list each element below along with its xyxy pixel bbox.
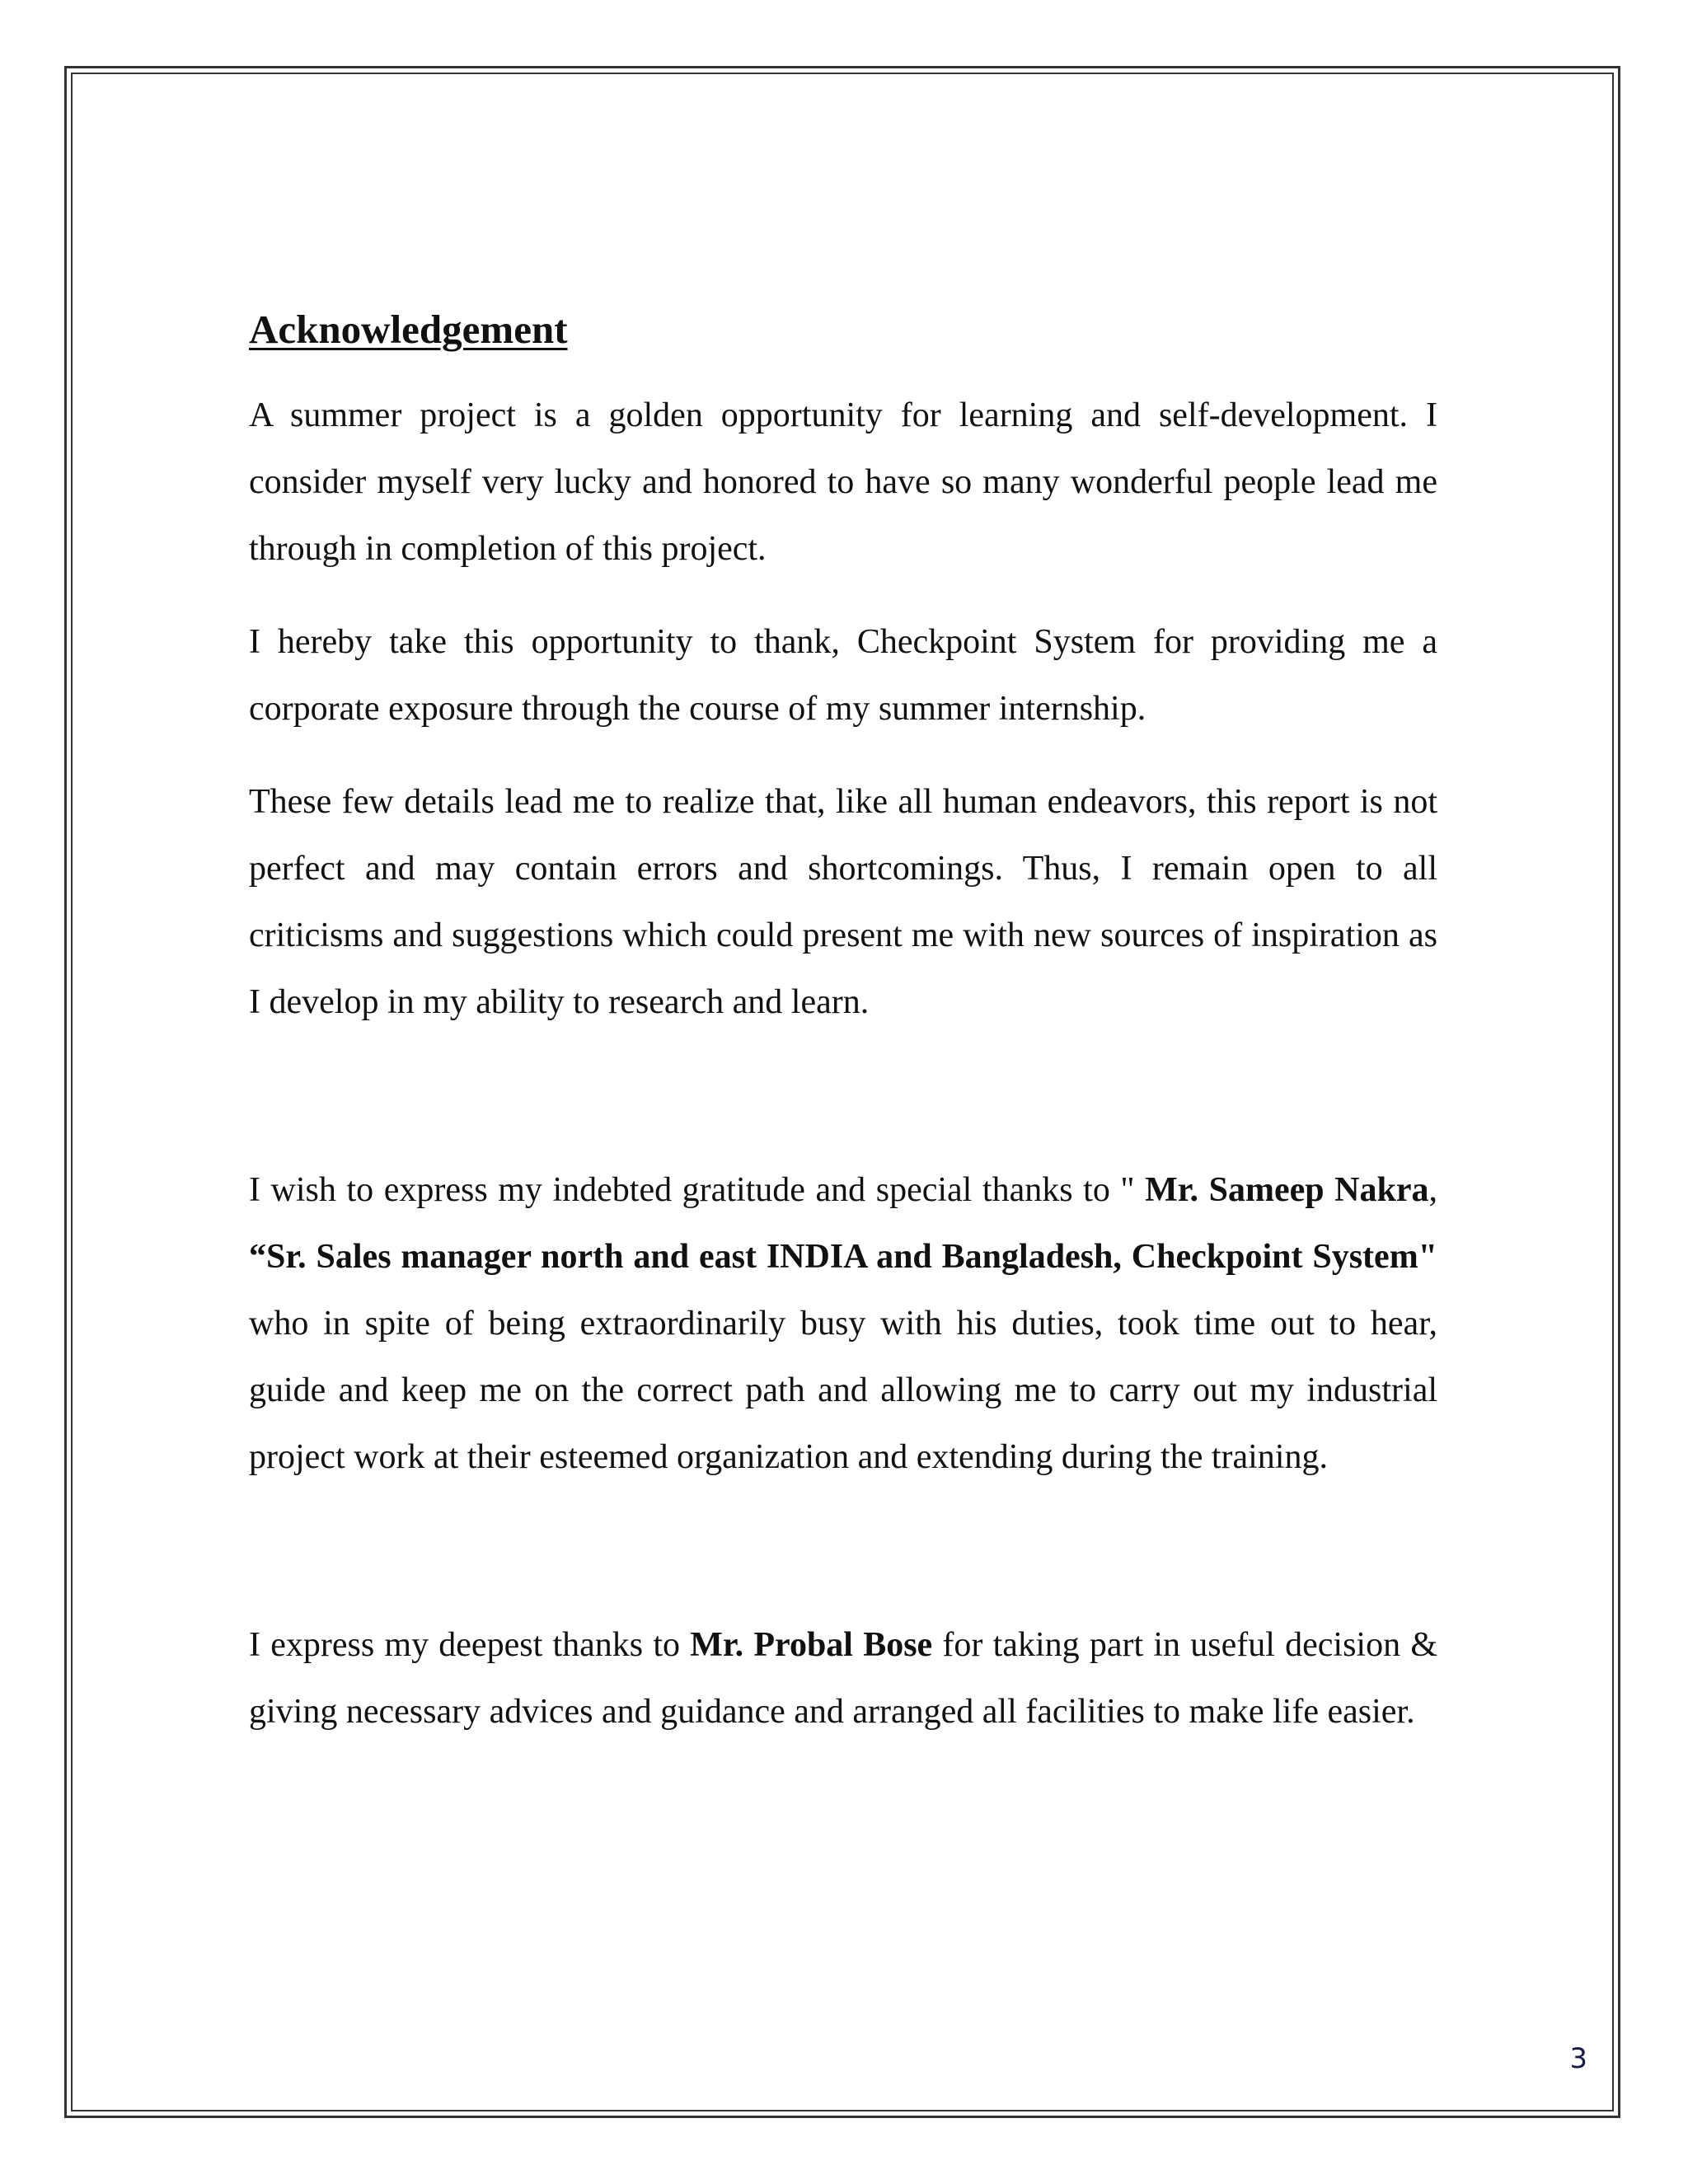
paragraph-disclaimer: These few details lead me to realize that, like all human endeavors, this report is not perfect and may contain errors and shortcomings. Thus, I remain open to all criticisms and suggestions which could present me with new sources of inspiration as I develop in my ability to research and learn.: [249, 783, 1437, 1021]
paragraph-text: I express my deepest thanks to: [249, 1626, 691, 1664]
paragraph-thanks-manager: [249, 1157, 1437, 1491]
page-content: [249, 305, 1437, 1772]
guide-name: Mr. Probal Bose: [690, 1626, 933, 1664]
page-number: 3: [1569, 2042, 1587, 2075]
paragraph-intro: A summer project is a golden opportunity for learning and self-development. I consider myself very lucky and honored to have so many wonderful people lead me through in completion of this project.: [249, 396, 1437, 568]
paragraph-thanks-guide: [249, 1612, 1437, 1746]
paragraph-text: I wish to express my indebted gratitude and special thanks to ": [249, 1171, 1146, 1209]
manager-role: “Sr. Sales manager north and east INDIA and Bangladesh, Checkpoint System": [249, 1238, 1437, 1276]
paragraph-thanks-company: I hereby take this opportunity to thank, Checkpoint System for providing me a corporate exposure through the course of my summer internship.: [249, 623, 1437, 728]
page-title: Acknowledgement: [249, 307, 568, 352]
paragraph-text: for taking part in useful decision & giving necessary advices and guidance and arranged all facilities to make life easier.: [249, 1626, 1437, 1731]
paragraph-text: who in spite of being extraordinarily busy with his duties, took time out to hear, guide and keep me on the correct path and allowing me to carry out my industrial project work at their esteemed organization and extending during the training.: [249, 1305, 1437, 1476]
manager-name: Mr. Sameep Nakra: [1145, 1171, 1429, 1209]
paragraph-text: ,: [1428, 1171, 1437, 1209]
